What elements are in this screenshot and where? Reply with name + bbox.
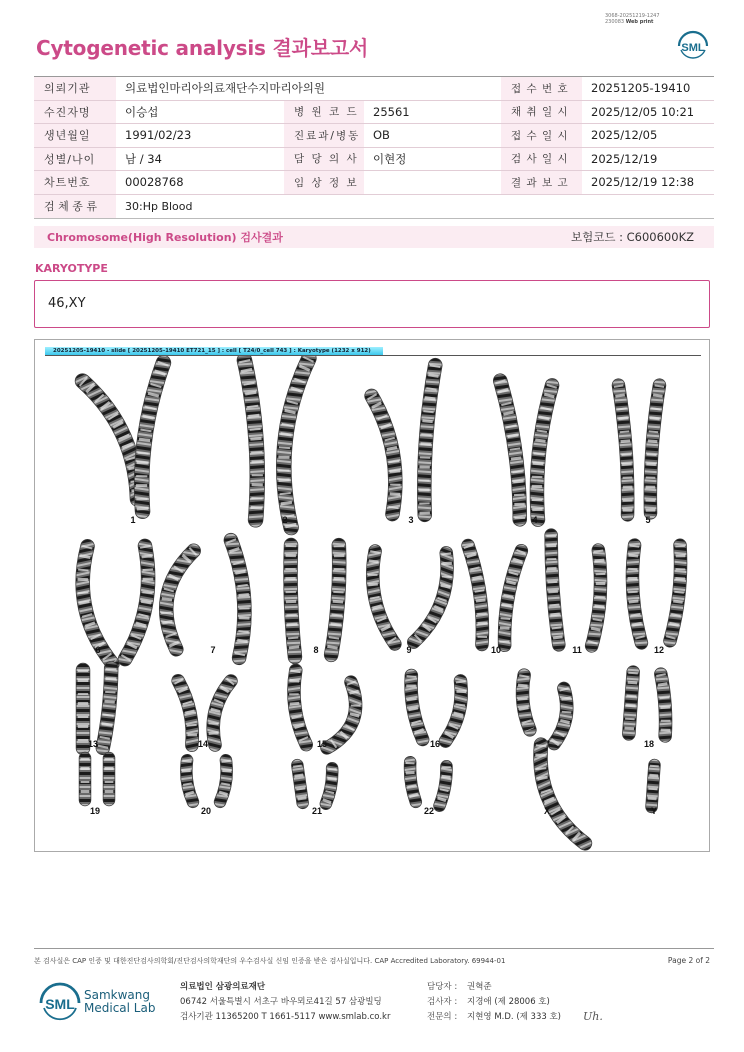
karyotype-value: 46,XY <box>48 296 86 311</box>
chromosome-15 <box>327 682 365 753</box>
lab-org: 의료법인 삼광의료재단 <box>180 982 266 992</box>
chromosome-5 <box>648 385 660 513</box>
chromosome-12 <box>670 545 684 641</box>
chromosome-label: 11 <box>572 645 582 655</box>
karyogram-svg <box>35 340 710 852</box>
chromosome-Y <box>652 765 655 807</box>
chromosome-11 <box>592 550 604 646</box>
info-value: 2025/12/19 12:38 <box>591 175 695 190</box>
chromosome-22 <box>440 766 449 806</box>
info-row <box>34 171 714 195</box>
chromosome-1 <box>135 362 164 512</box>
svg-text:SML: SML <box>45 996 75 1012</box>
chromosome-label: 13 <box>87 739 99 749</box>
info-label: 결 과 보 고 <box>501 171 582 194</box>
info-label: 접 수 일 시 <box>501 124 582 147</box>
karyotype-result-box <box>34 280 710 328</box>
chromosome-label: 2 <box>282 515 288 525</box>
staff-key: 담당자 : <box>427 982 458 992</box>
samkwang-logo-text <box>84 989 155 1015</box>
staff-list <box>427 980 561 1025</box>
chromosome-20 <box>184 760 193 802</box>
chromosome-18 <box>629 672 633 734</box>
info-label: 생년월일 <box>34 124 116 147</box>
chromosome-16 <box>446 681 467 743</box>
chromosome-label: 18 <box>643 739 655 749</box>
info-row <box>34 77 714 101</box>
chromosome-label: 3 <box>408 515 414 525</box>
chromosome-label: 12 <box>653 645 665 655</box>
chromosome-20 <box>220 760 229 802</box>
info-value: 2025/12/19 <box>591 151 658 166</box>
chromosome-7 <box>159 548 194 650</box>
chromosome-label: 22 <box>423 806 435 816</box>
info-value: 남 / 34 <box>125 151 162 166</box>
logo-line2: Medical Lab <box>84 1001 156 1015</box>
karyogram-image <box>34 339 710 852</box>
chromosome-10 <box>468 545 487 645</box>
chromosome-3 <box>421 365 435 515</box>
chromosome-5 <box>618 385 630 515</box>
info-value: 25561 <box>373 104 410 119</box>
chromosome-label: 19 <box>89 806 101 816</box>
info-label: 검 체 종 류 <box>34 195 116 219</box>
info-label: 담 당 의 사 <box>284 148 364 171</box>
info-value: 이승섭 <box>125 104 159 119</box>
chromosome-12 <box>630 545 642 643</box>
chromosome-label: 7 <box>210 645 216 655</box>
chromosome-2 <box>276 357 309 528</box>
signature: Uh. <box>583 1010 603 1023</box>
chromosome-label: 1 <box>130 515 136 525</box>
info-row <box>34 101 714 125</box>
chromosome-label: 16 <box>429 739 441 749</box>
report-title: Cytogenetic analysis 결과보고서 <box>36 36 369 60</box>
logo-line1: Samkwang <box>84 988 150 1002</box>
chromosome-X <box>527 745 585 850</box>
chromosome-8 <box>331 545 342 655</box>
chromosome-9 <box>365 551 395 646</box>
chromosome-17 <box>520 675 530 730</box>
info-label: 의뢰기관 <box>34 77 116 100</box>
chromosome-label: Y <box>650 806 658 816</box>
chromosome-8 <box>289 545 295 657</box>
patient-info-table <box>34 76 714 219</box>
info-value: 00028768 <box>125 175 184 190</box>
staff-value: 지경애 (제 28006 호) <box>467 997 550 1007</box>
info-value: 20251205-19410 <box>591 81 691 96</box>
chromosome-label: 21 <box>311 806 323 816</box>
info-value: 30:Hp Blood <box>125 199 193 213</box>
chromosome-label: 5 <box>645 515 651 525</box>
chromosome-2 <box>244 360 261 520</box>
chromosome-11 <box>549 535 559 645</box>
info-label: 검 사 일 시 <box>501 148 582 171</box>
chromosome-15 <box>290 670 306 745</box>
info-value: 의료법인마리아의료재단수지마리아의원 <box>125 81 325 96</box>
info-value <box>364 171 501 194</box>
info-label: 채 취 일 시 <box>501 101 582 124</box>
accreditation-note: 본 검사실은 CAP 인증 및 대한진단검사의학회/진단검사의학재단의 우수검사실 신임 인증을 받은 검사실입니다. CAP Accredited Laboratory. 69944-01 <box>34 957 506 965</box>
info-row <box>34 195 714 219</box>
chromosome-6 <box>73 546 113 666</box>
info-label: 성별/나이 <box>34 148 116 171</box>
insurance-code: 보험코드 : C600600KZ <box>571 230 694 244</box>
lab-address: 06742 서울특별시 서초구 바우뫼로41길 57 삼광빌딩 <box>180 997 382 1007</box>
chromosome-22 <box>408 762 416 802</box>
chromosome-4 <box>532 385 552 520</box>
staff-value: 권혁준 <box>467 982 492 992</box>
info-value: 2025/12/05 <box>591 128 658 143</box>
chromosome-label: 4 <box>532 515 538 525</box>
chromosome-label: 10 <box>490 645 502 655</box>
info-value: OB <box>373 128 390 143</box>
info-row <box>34 148 714 172</box>
document-code-line2: 230083 <box>605 19 625 25</box>
result-title: Chromosome(High Resolution) 검사결과 <box>47 231 283 244</box>
sml-logo-icon <box>676 28 710 62</box>
web-print-label: Web print <box>625 19 654 25</box>
document-code-line1: 3068-20251219-1247 <box>605 13 660 19</box>
chromosome-label: 15 <box>316 739 328 749</box>
chromosome-13 <box>103 668 113 748</box>
logo-text: SML <box>681 42 705 54</box>
chromosome-18 <box>661 674 667 736</box>
chromosome-3 <box>372 394 404 514</box>
info-label: 차트번호 <box>34 171 116 194</box>
chromosome-label: 20 <box>200 806 212 816</box>
slide-caption: 20251205-19410 - slide [ 20251205-19410 ET721_15 ] : cell [ T24/0_cell 743 ] : Karyotype (1232 x 912) <box>53 348 371 354</box>
samkwang-logo-icon <box>38 980 82 1024</box>
chromosome-7 <box>231 540 248 658</box>
lab-contact: 검사기관 11365200 T 1661-5117 www.smlab.co.kr <box>180 1012 391 1022</box>
chromosome-6 <box>125 546 156 661</box>
chromosome-21 <box>297 765 302 803</box>
staff-value: 지현영 M.D. (제 333 호) <box>467 1012 562 1022</box>
chromosome-16 <box>407 675 422 740</box>
chromosome-4 <box>500 380 524 519</box>
info-label: 임 상 정 보 <box>284 171 364 194</box>
chromosome-label: 8 <box>313 645 319 655</box>
chromosome-label: 17 <box>539 739 551 749</box>
chromosome-label: 6 <box>95 645 101 655</box>
staff-key: 검사자 : <box>427 997 458 1007</box>
info-label: 진료과/병동 <box>284 124 364 147</box>
lab-info <box>180 980 390 1025</box>
chromosome-21 <box>326 768 334 804</box>
chromosome-10 <box>500 550 522 645</box>
chromosome-14 <box>207 679 231 745</box>
chromosome-9 <box>414 553 458 646</box>
karyotype-heading: KARYOTYPE <box>35 262 108 275</box>
chromosome-label: X <box>543 806 551 816</box>
page-number: Page 2 of 2 <box>667 956 710 965</box>
chromosome-17 <box>554 688 571 744</box>
chromosome-14 <box>178 680 197 746</box>
chromosome-label: 9 <box>406 645 412 655</box>
chromosome-label: 14 <box>197 739 209 749</box>
info-label: 접 수 번 호 <box>501 77 582 100</box>
footer-divider <box>34 948 714 949</box>
info-value: 1991/02/23 <box>125 128 192 143</box>
slide-caption-bar <box>45 347 701 356</box>
info-value: 이현정 <box>373 151 407 166</box>
staff-key: 전문의 : <box>427 1012 458 1022</box>
document-code <box>605 13 660 25</box>
result-header-bar <box>34 226 714 248</box>
info-label: 수진자명 <box>34 101 116 124</box>
info-value: 2025/12/05 10:21 <box>591 104 695 119</box>
info-row <box>34 124 714 148</box>
info-label: 병 원 코 드 <box>284 101 364 124</box>
